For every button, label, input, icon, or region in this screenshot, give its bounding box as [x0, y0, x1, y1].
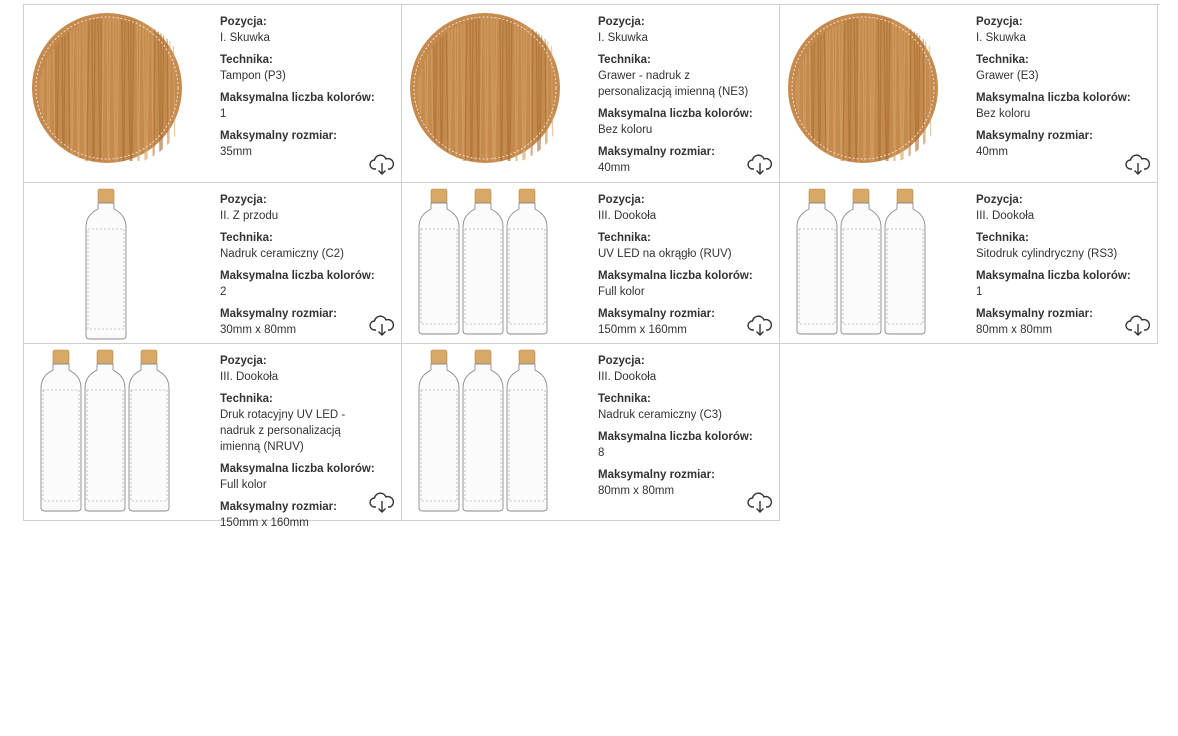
- max-size-value: 150mm x 160mm: [220, 517, 309, 529]
- position-label: Pozycja:: [220, 16, 267, 28]
- max-colors-label: Maksymalna liczba kolorów:: [598, 270, 753, 282]
- technique-label: Technika:: [598, 54, 651, 66]
- max-colors-label: Maksymalna liczba kolorów:: [220, 270, 375, 282]
- max-colors-value: 1: [976, 286, 983, 298]
- position-value: II. Z przodu: [220, 210, 279, 222]
- marking-option-card: [24, 5, 402, 183]
- position-value: III. Dookoła: [220, 371, 279, 383]
- max-size-value: 40mm: [976, 146, 1008, 158]
- technique-value: Sitodruk cylindryczny (RS3): [976, 248, 1118, 260]
- position-label: Pozycja:: [220, 355, 267, 367]
- cloud-download-icon[interactable]: [369, 492, 395, 514]
- max-size-label: Maksymalny rozmiar:: [976, 308, 1093, 320]
- position-value: I. Skuwka: [598, 32, 648, 44]
- max-colors-value: Full kolor: [220, 479, 267, 491]
- marking-option-card: [780, 5, 1158, 183]
- max-size-value: 30mm x 80mm: [220, 324, 297, 336]
- marking-details: [220, 353, 380, 537]
- max-colors-label: Maksymalna liczba kolorów:: [220, 92, 375, 104]
- technique-label: Technika:: [598, 232, 651, 244]
- max-colors-value: 2: [220, 286, 227, 298]
- cloud-download-icon[interactable]: [747, 154, 773, 176]
- bamboo-lid-image: [24, 5, 204, 182]
- marking-details: [220, 14, 380, 166]
- marking-option-card: [402, 5, 780, 183]
- position-value: III. Dookoła: [598, 210, 657, 222]
- max-colors-value: Full kolor: [598, 286, 645, 298]
- position-label: Pozycja:: [976, 16, 1023, 28]
- marking-details: [220, 192, 380, 344]
- cloud-download-icon[interactable]: [747, 492, 773, 514]
- marking-options-grid: [23, 4, 1160, 529]
- max-size-label: Maksymalny rozmiar:: [976, 130, 1093, 142]
- technique-value: Grawer (E3): [976, 70, 1039, 82]
- bottle-triple-image: [402, 344, 582, 520]
- max-colors-label: Maksymalna liczba kolorów:: [976, 270, 1131, 282]
- position-label: Pozycja:: [598, 355, 645, 367]
- technique-value: Druk rotacyjny UV LED - nadruk z personalizacją imienną (NRUV): [220, 409, 346, 453]
- max-size-label: Maksymalny rozmiar:: [598, 469, 715, 481]
- max-colors-label: Maksymalna liczba kolorów:: [976, 92, 1131, 104]
- max-colors-label: Maksymalna liczba kolorów:: [220, 463, 375, 475]
- max-size-value: 35mm: [220, 146, 252, 158]
- max-size-value: 150mm x 160mm: [598, 324, 687, 336]
- max-size-label: Maksymalny rozmiar:: [598, 146, 715, 158]
- max-colors-value: Bez koloru: [598, 124, 653, 136]
- bottle-triple-image: [402, 183, 582, 343]
- bottle-triple-image: [24, 344, 204, 520]
- position-value: III. Dookoła: [976, 210, 1035, 222]
- max-colors-label: Maksymalna liczba kolorów:: [598, 431, 753, 443]
- bottle-image: [24, 183, 204, 343]
- technique-label: Technika:: [220, 232, 273, 244]
- technique-label: Technika:: [976, 54, 1029, 66]
- marking-option-card: [24, 344, 402, 529]
- technique-value: UV LED na okrągło (RUV): [598, 248, 732, 260]
- max-size-value: 80mm x 80mm: [976, 324, 1053, 336]
- marking-option-card: [24, 183, 402, 344]
- position-label: Pozycja:: [598, 16, 645, 28]
- max-size-label: Maksymalny rozmiar:: [220, 501, 337, 513]
- position-value: I. Skuwka: [976, 32, 1026, 44]
- marking-details: [598, 353, 758, 505]
- cloud-download-icon[interactable]: [747, 315, 773, 337]
- bamboo-lid-image: [402, 5, 582, 182]
- marking-details: [976, 192, 1136, 344]
- cloud-download-icon[interactable]: [1125, 154, 1151, 176]
- position-label: Pozycja:: [220, 194, 267, 206]
- max-size-label: Maksymalny rozmiar:: [220, 130, 337, 142]
- marking-details: [598, 14, 758, 182]
- marking-details: [598, 192, 758, 344]
- technique-label: Technika:: [220, 393, 273, 405]
- marking-option-card: [780, 183, 1158, 344]
- cloud-download-icon[interactable]: [369, 154, 395, 176]
- cloud-download-icon[interactable]: [1125, 315, 1151, 337]
- max-colors-value: 8: [598, 447, 605, 459]
- position-value: III. Dookoła: [598, 371, 657, 383]
- technique-value: Tampon (P3): [220, 70, 286, 82]
- bamboo-lid-image: [780, 5, 960, 182]
- max-colors-value: Bez koloru: [976, 108, 1031, 120]
- bottle-triple-image: [780, 183, 960, 343]
- cloud-download-icon[interactable]: [369, 315, 395, 337]
- technique-value: Nadruk ceramiczny (C3): [598, 409, 722, 421]
- marking-option-card: [402, 344, 780, 521]
- marking-option-card: [402, 183, 780, 344]
- max-size-value: 40mm: [598, 162, 630, 174]
- max-colors-value: 1: [220, 108, 227, 120]
- technique-value: Nadruk ceramiczny (C2): [220, 248, 344, 260]
- technique-label: Technika:: [976, 232, 1029, 244]
- marking-details: [976, 14, 1136, 166]
- position-label: Pozycja:: [976, 194, 1023, 206]
- max-size-value: 80mm x 80mm: [598, 485, 675, 497]
- max-size-label: Maksymalny rozmiar:: [598, 308, 715, 320]
- max-colors-label: Maksymalna liczba kolorów:: [598, 108, 753, 120]
- position-label: Pozycja:: [598, 194, 645, 206]
- technique-value: Grawer - nadruk z personalizacją imienną (NE3): [598, 70, 749, 98]
- max-size-label: Maksymalny rozmiar:: [220, 308, 337, 320]
- technique-label: Technika:: [220, 54, 273, 66]
- technique-label: Technika:: [598, 393, 651, 405]
- position-value: I. Skuwka: [220, 32, 270, 44]
